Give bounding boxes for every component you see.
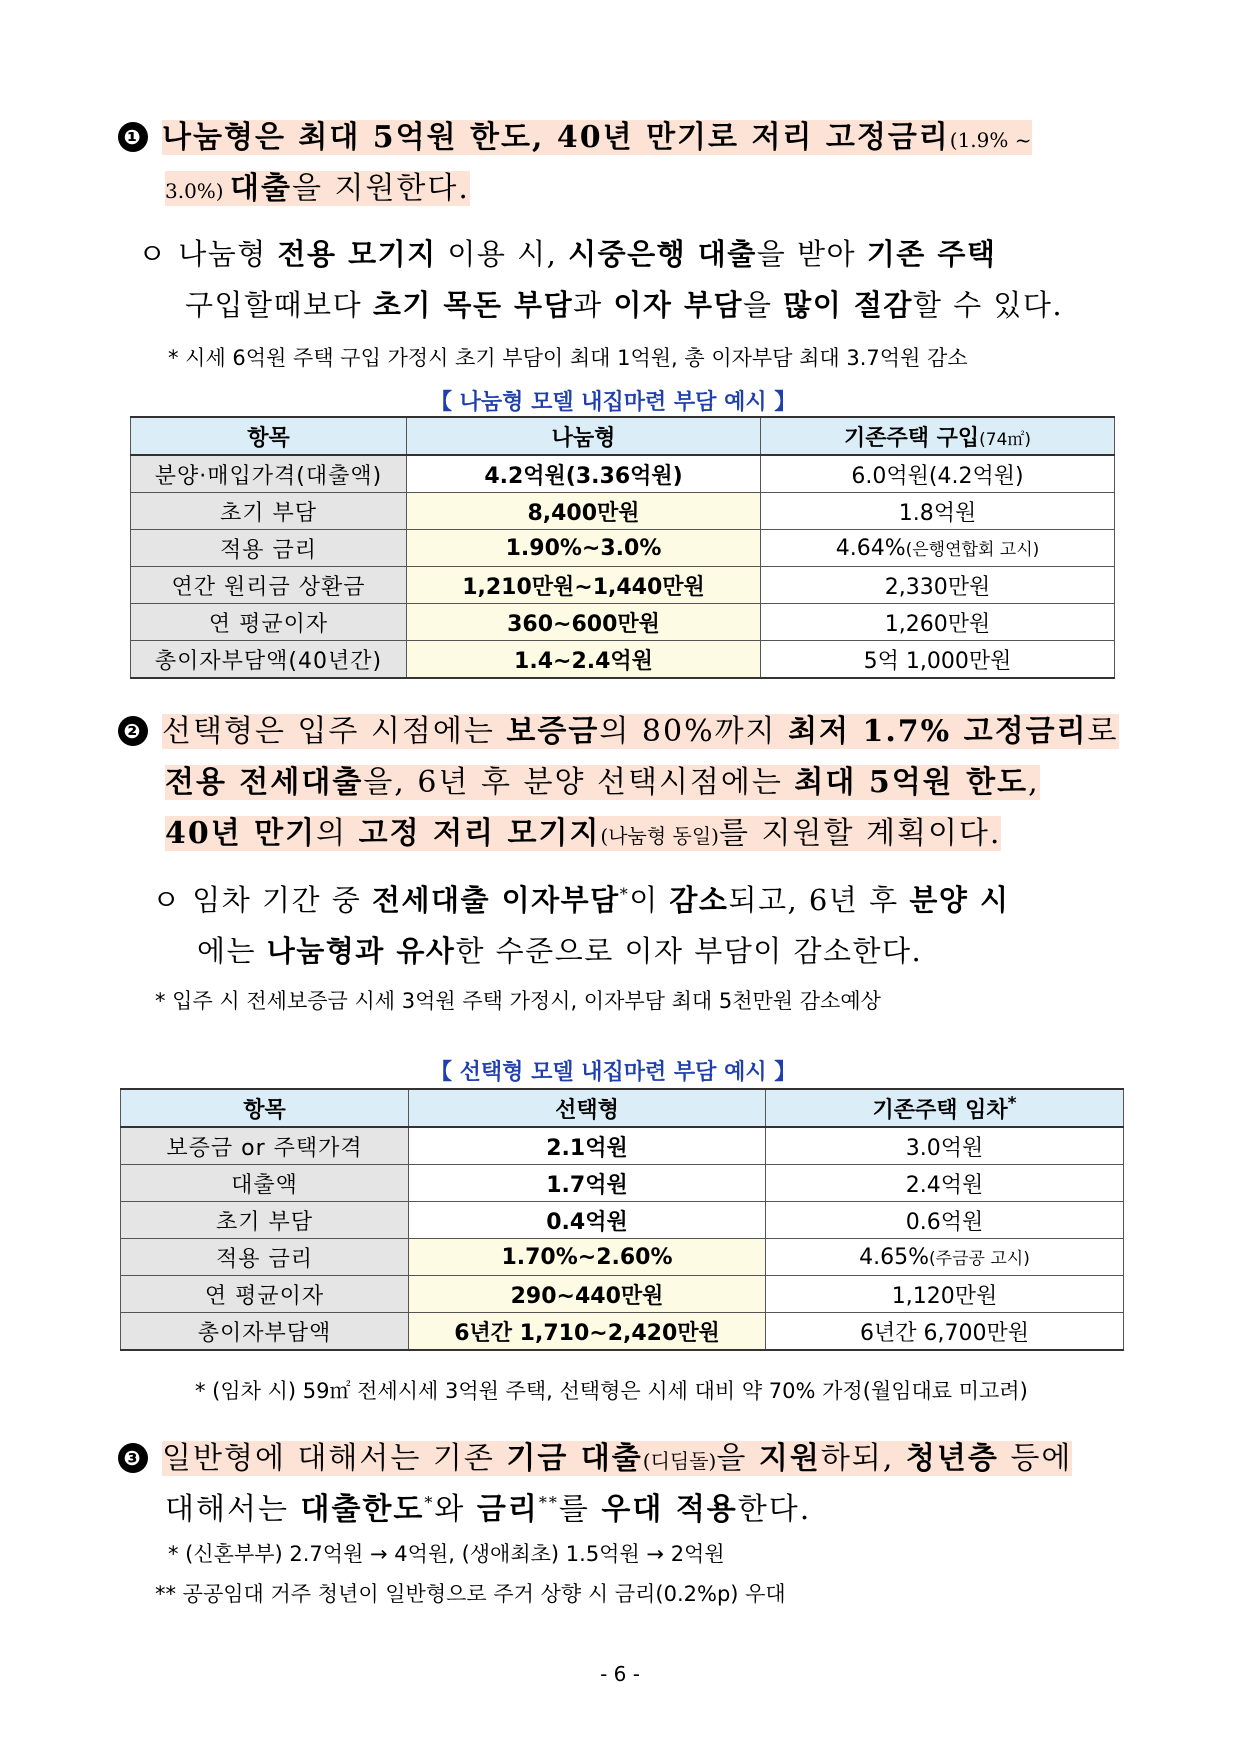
para-2-text-3 xyxy=(165,816,1001,851)
table-row xyxy=(131,530,1115,567)
text-run: 대출한도 xyxy=(300,1492,425,1527)
text-run: 로 xyxy=(1087,714,1119,749)
para-2-line-1 xyxy=(118,706,1119,750)
text-run: * xyxy=(619,884,630,904)
text-run: 이 xyxy=(629,883,670,917)
table-2-row-value-b: 1,120만원 xyxy=(766,1276,1124,1313)
table-row xyxy=(121,1202,1124,1239)
text-run: 보증금 xyxy=(506,714,600,749)
circle-bullet-icon: ㅇ xyxy=(138,237,168,271)
text-run: 전용 모기지 xyxy=(277,237,437,271)
table-1-row-value-b: 1.8억원 xyxy=(761,493,1115,530)
table-2-row-value-a: 6년간 1,710~2,420만원 xyxy=(409,1313,766,1351)
table-2-row-label: 대출액 xyxy=(121,1165,409,1202)
text-run: 의 xyxy=(316,816,359,851)
table-2-row-label: 총이자부담액 xyxy=(121,1313,409,1351)
table-row xyxy=(121,1165,1124,1202)
text-run: 구입할때보다 xyxy=(185,288,373,322)
para-2-line-2 xyxy=(165,757,1040,801)
text-run: 선택형은 입주 시점에는 xyxy=(162,714,507,749)
sub-bullet-2-text-2 xyxy=(197,934,922,968)
text-run: 기금 대출 xyxy=(506,1441,643,1476)
table-2-row-value-b: 4.65%(주금공 고시) xyxy=(766,1239,1124,1276)
table-1-caption: 【 나눔형 모델 내집마련 부담 예시 】 xyxy=(430,390,797,415)
table-2-row-label: 적용 금리 xyxy=(121,1239,409,1276)
table-row xyxy=(131,567,1115,604)
table-1-header-item: 항목 xyxy=(131,417,407,455)
table-row xyxy=(121,1313,1124,1351)
table-row xyxy=(121,1239,1124,1276)
table-1-row-label: 연 평균이자 xyxy=(131,604,407,641)
table-2-header-b: 기존주택 임차* xyxy=(766,1089,1124,1127)
para-2-line-3 xyxy=(165,808,1001,852)
table-2-row-value-a: 1.7억원 xyxy=(409,1165,766,1202)
note-4: * (신혼부부) 2.7억원 → 4억원, (생애최초) 1.5억원 → 2억원 xyxy=(168,1542,725,1566)
note-2: * 입주 시 전세보증금 시세 3억원 주택 가정시, 이자부담 최대 5천만원 감소예상 xyxy=(155,989,881,1013)
text-run: 대출 xyxy=(229,171,292,206)
table-1-row-value-a: 1.4~2.4억원 xyxy=(407,641,761,679)
text-run: 등에 xyxy=(998,1441,1073,1476)
para-3-line-2 xyxy=(165,1484,811,1528)
sub-bullet-2-line-2 xyxy=(197,929,922,970)
table-1-row-label: 초기 부담 xyxy=(131,493,407,530)
table-2-caption: 【 선택형 모델 내집마련 부담 예시 】 xyxy=(430,1060,797,1085)
text-run: 과 xyxy=(573,288,614,322)
text-run: 에는 xyxy=(197,934,267,968)
text-run: 할 수 있다. xyxy=(912,288,1064,322)
text-run: 와 xyxy=(434,1492,477,1527)
para-1-line-2 xyxy=(165,163,470,207)
text-run: ** xyxy=(538,1493,559,1512)
text-run: 을, 6년 후 분양 선택시점에는 xyxy=(363,765,795,800)
number-1-icon: ❶ xyxy=(118,122,148,152)
circle-bullet-icon: ㅇ xyxy=(152,883,182,917)
table-1-row-value-a: 8,400만원 xyxy=(407,493,761,530)
number-3-icon: ❸ xyxy=(118,1443,148,1473)
table-2-row-value-a: 2.1억원 xyxy=(409,1127,766,1165)
table-row xyxy=(131,604,1115,641)
table-1-row-label: 연간 원리금 상환금 xyxy=(131,567,407,604)
para-3-text-1 xyxy=(162,1441,1072,1476)
para-3-text-2 xyxy=(165,1492,811,1527)
page-number: - 6 - xyxy=(600,1662,640,1686)
table-2-row-value-b: 0.6억원 xyxy=(766,1202,1124,1239)
text-run: (디딤돌) xyxy=(642,1449,717,1473)
table-1-row-label: 총이자부담액(40년간) xyxy=(131,641,407,679)
sub-bullet-2-line-1 xyxy=(152,878,1009,919)
text-run: 지원 xyxy=(758,1441,821,1476)
table-1-row-value-b: 2,330만원 xyxy=(761,567,1115,604)
para-1-text-2 xyxy=(165,171,470,206)
text-run: 한다. xyxy=(737,1492,812,1527)
para-2-text-2 xyxy=(165,765,1040,800)
text-run: (나눔형 동일) xyxy=(600,824,719,848)
text-run: 나눔형 xyxy=(167,237,278,271)
text-run: 한 수준으로 이자 부담이 감소한다. xyxy=(455,934,923,968)
table-1-row-value-b: 6.0억원(4.2억원) xyxy=(761,455,1115,493)
table-1-row-value-a: 1,210만원~1,440만원 xyxy=(407,567,761,604)
text-run: 고정 저리 모기지 xyxy=(358,816,601,851)
table-1-row-value-a: 1.90%~3.0% xyxy=(407,530,761,567)
sub-bullet-1-line-2 xyxy=(185,283,1063,324)
table-2-row-value-b: 6년간 6,700만원 xyxy=(766,1313,1124,1351)
table-1-row-value-a: 4.2억원(3.36억원) xyxy=(407,455,761,493)
text-run: 우대 적용 xyxy=(601,1492,738,1527)
note-5: ** 공공임대 거주 청년이 일반형으로 주거 상향 시 금리(0.2%p) 우대 xyxy=(155,1582,786,1606)
table-row xyxy=(121,1127,1124,1165)
table-1-row-value-b: 5억 1,000만원 xyxy=(761,641,1115,679)
text-run: 3.0%) xyxy=(165,179,230,203)
text-run: 나눔형과 유사 xyxy=(266,934,456,968)
text-run: 일반형에 대해서는 기존 xyxy=(162,1441,507,1476)
para-2-text-1 xyxy=(162,714,1119,749)
text-run: 최저 1.7% 고정금리 xyxy=(788,714,1088,749)
table-2-row-label: 연 평균이자 xyxy=(121,1276,409,1313)
text-run: 기존 주택 xyxy=(866,237,997,271)
sub-bullet-1-line-1 xyxy=(138,232,996,273)
table-2-row-value-b: 3.0억원 xyxy=(766,1127,1124,1165)
text-run: 나눔형은 최대 5억원 한도, 40년 만기로 저리 고정금리 xyxy=(162,120,950,155)
table-2-row-label: 초기 부담 xyxy=(121,1202,409,1239)
text-run: 40년 만기 xyxy=(165,816,317,851)
text-run: 를 지원할 계획이다. xyxy=(719,816,1002,851)
table-1-row-value-b: 1,260만원 xyxy=(761,604,1115,641)
note-1: * 시세 6억원 주택 구입 가정시 초기 부담이 최대 1억원, 총 이자부담 최대 3.7억원 감소 xyxy=(168,346,968,370)
sub-bullet-2-text-1 xyxy=(182,883,1010,917)
table-row xyxy=(131,493,1115,530)
table-1-header-b: 기존주택 구입(74㎡) xyxy=(761,417,1115,455)
text-run: 분양 시 xyxy=(909,883,1010,917)
table-1-row-value-b: 4.64%(은행연합회 고시) xyxy=(761,530,1115,567)
table-2 xyxy=(120,1088,1124,1351)
table-row xyxy=(121,1276,1124,1313)
text-run: 전용 전세대출 xyxy=(165,765,364,800)
text-run: 대해서는 xyxy=(165,1492,301,1527)
sub-bullet-1-text-1 xyxy=(168,237,997,271)
text-run: 초기 목돈 부담 xyxy=(372,288,574,322)
text-run: 하되, xyxy=(820,1441,906,1476)
text-run: 최대 5억원 한도 xyxy=(794,765,1029,800)
text-run: , xyxy=(1028,765,1040,800)
text-run: 을 xyxy=(716,1441,759,1476)
table-1-row-label: 적용 금리 xyxy=(131,530,407,567)
table-row xyxy=(131,455,1115,493)
para-1-text-1 xyxy=(162,120,1032,155)
text-run: 감소 xyxy=(669,883,729,917)
text-run: 많이 절감 xyxy=(783,288,913,322)
table-1-header-a: 나눔형 xyxy=(407,417,761,455)
text-run: 되고, 6년 후 xyxy=(728,883,910,917)
table-1 xyxy=(130,416,1115,679)
text-run: * xyxy=(424,1493,435,1512)
number-2-icon: ❷ xyxy=(118,716,148,746)
text-run: 을 xyxy=(742,288,784,322)
text-run: 을 지원한다. xyxy=(291,171,470,206)
text-run: 금리 xyxy=(476,1492,539,1527)
text-run: 를 xyxy=(558,1492,602,1527)
table-2-header-item: 항목 xyxy=(121,1089,409,1127)
table-1-row-value-a: 360~600만원 xyxy=(407,604,761,641)
text-run: 이용 시, xyxy=(436,237,569,271)
table-2-row-value-a: 290~440만원 xyxy=(409,1276,766,1313)
table-2-row-value-b: 2.4억원 xyxy=(766,1165,1124,1202)
text-run: (1.9% ~ xyxy=(949,128,1032,152)
text-run: 의 80%까지 xyxy=(599,714,789,749)
text-run: 전세대출 이자부담 xyxy=(371,883,620,917)
note-3: * (임차 시) 59㎡ 전세시세 3억원 주택, 선택형은 시세 대비 약 70% 가정(월임대료 미고려) xyxy=(195,1379,1028,1403)
text-run: 시중은행 대출 xyxy=(568,237,757,271)
text-run: 임차 기간 중 xyxy=(181,883,372,917)
para-1-line-1 xyxy=(118,112,1032,156)
table-2-row-value-a: 0.4억원 xyxy=(409,1202,766,1239)
table-1-row-label: 분양·매입가격(대출액) xyxy=(131,455,407,493)
para-3-line-1 xyxy=(118,1433,1072,1477)
table-row xyxy=(131,641,1115,679)
sub-bullet-1-text-2 xyxy=(185,288,1063,322)
table-2-row-value-a: 1.70%~2.60% xyxy=(409,1239,766,1276)
table-2-row-label: 보증금 or 주택가격 xyxy=(121,1127,409,1165)
table-2-header-a: 선택형 xyxy=(409,1089,766,1127)
text-run: 이자 부담 xyxy=(613,288,743,322)
text-run: 청년층 xyxy=(905,1441,999,1476)
text-run: 을 받아 xyxy=(756,237,867,271)
